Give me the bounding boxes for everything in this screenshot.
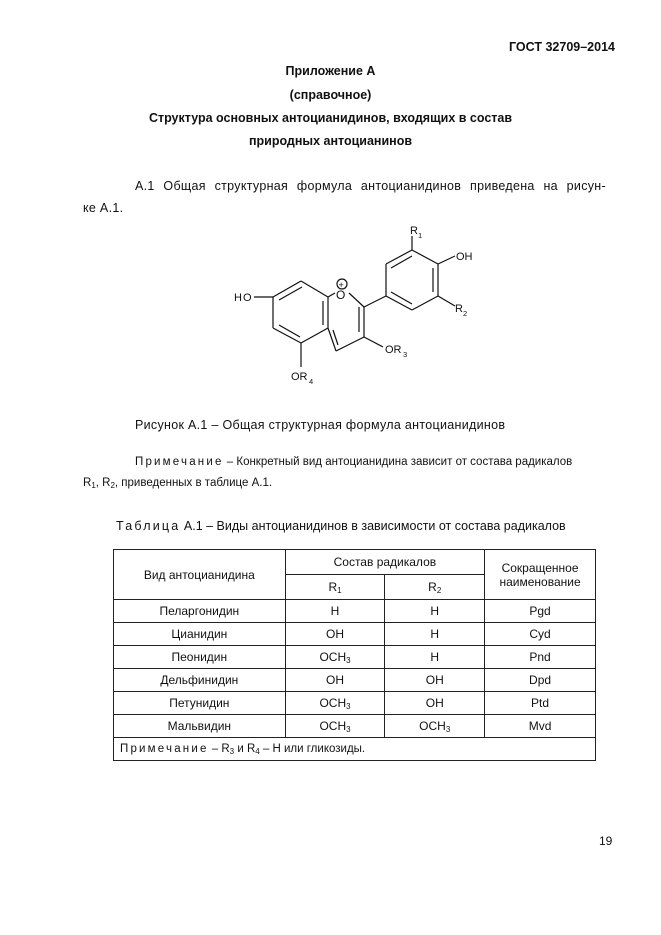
or4-label: OR xyxy=(291,371,308,383)
figure-note-line1 xyxy=(135,456,572,468)
structural-formula xyxy=(0,0,661,410)
cell-r1: $OCH_3$ xyxy=(285,646,385,669)
r2-sub: 2 xyxy=(463,309,468,318)
cell-r2: $OCH_3$ xyxy=(385,715,485,738)
table-row xyxy=(114,646,596,669)
table-row xyxy=(114,669,596,692)
note-text: – Конкретный вид антоцианидина зависит от состава радикалов xyxy=(223,456,573,468)
paragraph-line1: А.1 Общая структурная формула антоцианидинов приведена на рисун- xyxy=(135,179,606,193)
table-note: Примечание – $R_3$ и $R_4$ – H или гликозиды. xyxy=(114,738,596,761)
paragraph-line2: ке А.1. xyxy=(83,201,124,215)
cell-abbreviation: Mvd xyxy=(485,715,596,738)
note-r2-sub: 2 xyxy=(110,481,115,490)
cell-r2: H xyxy=(385,600,485,623)
note-r2: R xyxy=(102,477,111,489)
appendix-heading-line2: природных антоцианинов xyxy=(248,134,413,148)
table-row xyxy=(114,600,596,623)
table-caption xyxy=(116,519,566,533)
ho-label: HO xyxy=(234,292,253,304)
note-r1: R xyxy=(83,477,92,489)
cell-r2: H xyxy=(385,623,485,646)
header-r1: $R_1$ xyxy=(285,575,385,600)
or3-label: OR xyxy=(385,344,402,356)
header-radicals: Состав радикалов xyxy=(285,550,484,575)
header-name: Вид антоцианидина xyxy=(114,550,286,600)
table-header-row xyxy=(114,550,596,575)
cell-r2: OH xyxy=(385,692,485,715)
cell-abbreviation: Pgd xyxy=(485,600,596,623)
cell-abbreviation: Dpd xyxy=(485,669,596,692)
note-sep: , xyxy=(95,477,103,489)
note-label: Примечание xyxy=(135,456,224,468)
note-r1-sub: 1 xyxy=(91,481,96,490)
table-row xyxy=(114,715,596,738)
cell-name: Петунидин xyxy=(114,692,286,715)
appendix-type: (справочное) xyxy=(289,88,372,102)
cell-name: Мальвидин xyxy=(114,715,286,738)
cell-r1: $OCH_3$ xyxy=(285,692,385,715)
cell-r1: OH xyxy=(285,623,385,646)
header-r2: $R_2$ xyxy=(385,575,485,600)
cell-abbreviation: Cyd xyxy=(485,623,596,646)
figure-caption: Рисунок А.1 – Общая структурная формула антоцианидинов xyxy=(135,418,506,432)
header-abbr-line2: наименование xyxy=(499,574,581,589)
header-abbreviation xyxy=(485,550,596,600)
or3-sub: 3 xyxy=(403,350,408,359)
table-row xyxy=(114,692,596,715)
header-abbr-line1: Сокращенное xyxy=(501,560,579,575)
cell-r2: H xyxy=(385,646,485,669)
cell-r1: OH xyxy=(285,669,385,692)
standard-number: ГОСТ 32709–2014 xyxy=(509,40,615,54)
table-row xyxy=(114,623,596,646)
cell-r1: H xyxy=(285,600,385,623)
cell-abbreviation: Pnd xyxy=(485,646,596,669)
table-note-row xyxy=(114,738,596,761)
table-caption-label: Таблица xyxy=(116,519,181,533)
table-caption-text: А.1 – Виды антоцианидинов в зависимости от состава радикалов xyxy=(180,519,566,533)
or4-sub: 4 xyxy=(309,377,314,386)
appendix-heading-line1: Структура основных антоцианидинов, входящих в состав xyxy=(148,111,513,125)
cell-abbreviation: Ptd xyxy=(485,692,596,715)
cell-r2: OH xyxy=(385,669,485,692)
page-number: 19 xyxy=(599,834,613,848)
r1-sub: 1 xyxy=(418,231,423,240)
anthocyanidin-table xyxy=(113,549,596,761)
cell-name: Пеонидин xyxy=(114,646,286,669)
appendix-title: Приложение А xyxy=(285,64,376,78)
figure-note-line2 xyxy=(83,477,272,490)
cell-r1: $OCH_3$ xyxy=(285,715,385,738)
note-text2: , приведенных в таблице А.1. xyxy=(114,477,273,489)
cell-name: Дельфинидин xyxy=(114,669,286,692)
ring-oxygen-label: O xyxy=(336,288,346,302)
r1-label: R xyxy=(410,225,418,237)
oh-label: OH xyxy=(456,251,473,263)
r2-label: R xyxy=(455,303,463,315)
cell-name: Цианидин xyxy=(114,623,286,646)
cell-name: Пеларгонидин xyxy=(114,600,286,623)
plus-charge-label: + xyxy=(338,280,344,290)
